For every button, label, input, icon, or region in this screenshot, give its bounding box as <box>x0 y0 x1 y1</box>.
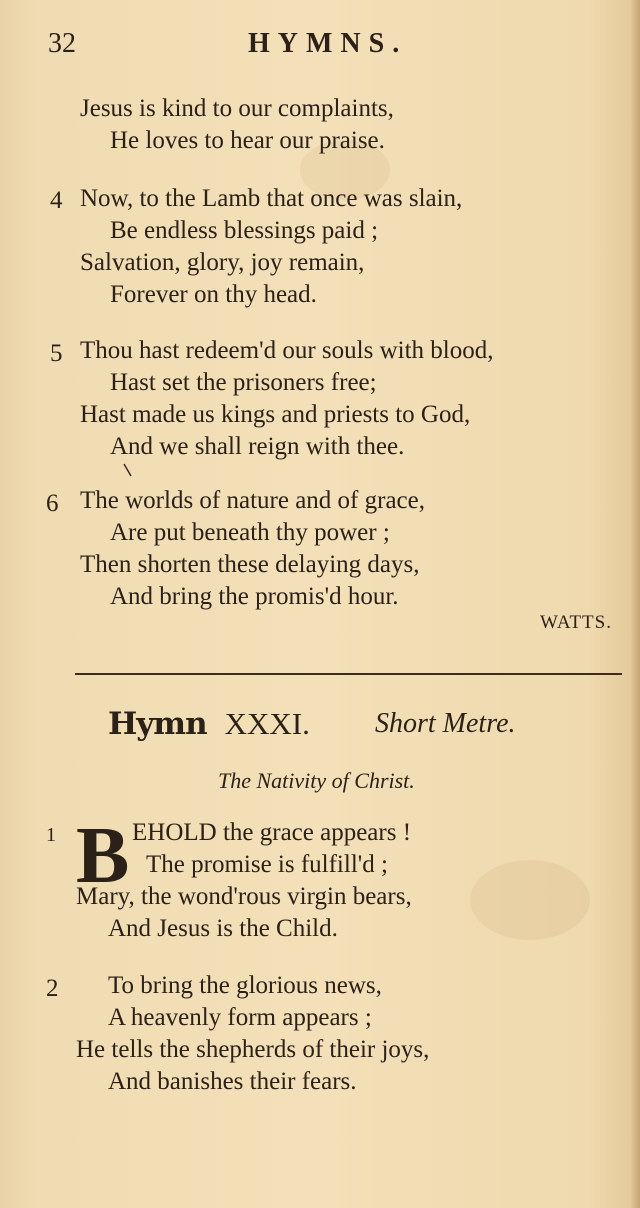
drop-cap: B <box>76 812 130 900</box>
page-edge-shadow <box>630 0 640 1208</box>
stanza-number: 1 <box>46 824 56 846</box>
hymn-subtitle: The Nativity of Christ. <box>218 768 415 793</box>
running-title: HYMNS. <box>248 28 408 59</box>
verse-line: Jesus is kind to our complaints, <box>80 95 394 122</box>
hymn-title <box>108 706 310 742</box>
verse-line: Hast set the prisoners free; <box>110 369 377 396</box>
verse-line: Be endless blessings paid ; <box>110 217 379 244</box>
verse-line: He loves to hear our praise. <box>110 127 385 154</box>
verse-line: And we shall reign with thee. <box>110 433 405 460</box>
stanza-number: 6 <box>46 490 59 517</box>
stanza-number: 2 <box>46 975 59 1002</box>
verse-line: The worlds of nature and of grace, <box>80 487 425 514</box>
verse-line: A heavenly form appears ; <box>108 1004 372 1031</box>
verse-line: To bring the glorious news, <box>108 972 382 999</box>
verse-line: And Jesus is the Child. <box>108 915 338 942</box>
stanza-number: 5 <box>50 340 63 367</box>
hymn-metre: Short Metre. <box>375 708 516 739</box>
verse-line: Forever on thy head. <box>110 281 317 308</box>
verse-line: Salvation, glory, joy remain, <box>80 249 365 276</box>
verse-line: EHOLD the grace appears ! <box>132 819 412 846</box>
paper-stain <box>470 860 590 940</box>
verse-line: And bring the promis'd hour. <box>110 583 399 610</box>
verse-line: Now, to the Lamb that once was slain, <box>80 185 463 212</box>
verse-line: And banishes their fears. <box>108 1068 357 1095</box>
hymn-label: Hymn <box>108 706 207 742</box>
page-number: 32 <box>48 28 76 59</box>
stanza-number: 4 <box>50 187 63 214</box>
author-attribution: WATTS. <box>540 612 612 633</box>
verse-line: The promise is fulfill'd ; <box>146 851 388 878</box>
verse-line: Mary, the wond'rous virgin bears, <box>76 883 412 910</box>
verse-line: He tells the shepherds of their joys, <box>76 1036 430 1063</box>
section-divider <box>75 673 622 675</box>
page-header <box>48 28 608 68</box>
stray-ink-mark <box>122 462 134 478</box>
verse-line: Are put beneath thy power ; <box>110 519 390 546</box>
hymn-number: XXXI. <box>224 706 310 741</box>
verse-line: Then shorten these delaying days, <box>80 551 420 578</box>
verse-line: Hast made us kings and priests to God, <box>80 401 471 428</box>
verse-line: Thou hast redeem'd our souls with blood, <box>80 337 494 364</box>
